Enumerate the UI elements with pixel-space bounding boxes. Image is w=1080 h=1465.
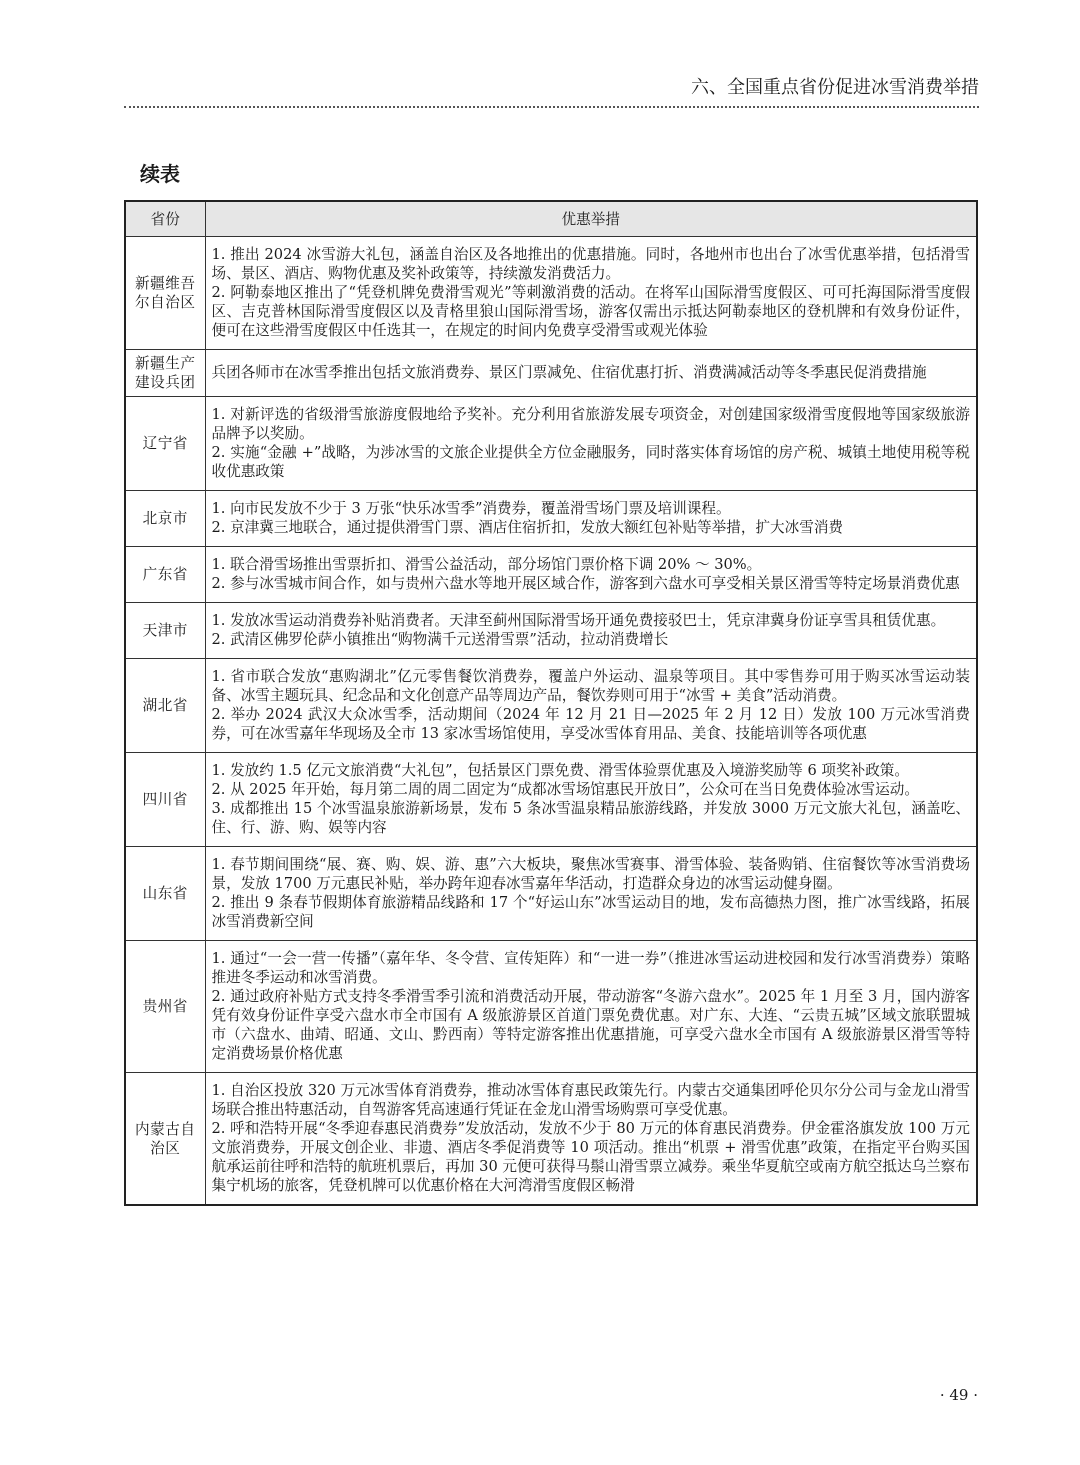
measure-item: 2. 从 2025 年开始，每月第二周的周二固定为“成都冰雪场馆惠民开放日”，公众可在当日免费体验冰雪运动。	[211, 781, 919, 798]
province-cell: 辽宁省	[125, 397, 205, 491]
table-row	[125, 547, 977, 603]
table-row	[125, 603, 977, 659]
province-cell: 天津市	[125, 603, 205, 659]
measures-cell	[205, 237, 977, 350]
province-cell: 山东省	[125, 847, 205, 941]
page-number: · 49 ·	[939, 1386, 978, 1404]
measures-cell	[205, 491, 977, 547]
province-cell: 北京市	[125, 491, 205, 547]
table-row	[125, 397, 977, 491]
measures-cell	[205, 547, 977, 603]
measures-table	[124, 200, 978, 1206]
measure-item: 兵团各师市在冰雪季推出包括文旅消费券、景区门票减免、住宿优惠打折、消费满减活动等冬季惠民促消费措施	[211, 364, 927, 381]
measures-cell	[205, 603, 977, 659]
measure-item: 2. 呼和浩特开展“冬季迎春惠民消费券”发放活动，发放不少于 80 万元的体育惠民消费券。伊金霍洛旗发放 100 万元文旅消费券，开展文创企业、非遗、酒店冬季促消费等 10 项活动。推出“机票 + 滑雪优惠”政策，在指定平台购买国航承运前往呼和浩特的航班机票后，再加 30 元便可获得马鬃山滑雪票立减券。乘坐华夏航空或南方航空抵达乌兰察布集宁机场的旅客，凭登机牌可以优惠价格在大河湾滑雪度假区畅滑	[211, 1120, 970, 1194]
measures-cell	[205, 397, 977, 491]
measure-item: 2. 京津冀三地联合，通过提供滑雪门票、酒店住宿折扣，发放大额红包补贴等举措，扩大冰雪消费	[211, 519, 844, 536]
column-header-measures: 优惠举措	[205, 201, 977, 237]
measure-item: 1. 省市联合发放“惠购湖北”亿元零售餐饮消费券，覆盖户外运动、温泉等项目。其中零售券可用于购买冰雪运动装备、冰雪主题玩具、纪念品和文化创意产品等周边产品，餐饮券则可用于“冰雪 + 美食”活动消费。	[211, 668, 970, 704]
measure-item: 2. 阿勒泰地区推出了“凭登机牌免费滑雪观光”等刺激消费的活动。在将军山国际滑雪度假区、可可托海国际滑雪度假区、吉克普林国际滑雪度假区以及青格里狼山国际滑雪场，游客仅需出示抵达阿勒泰地区的登机牌和有效身份证件，便可在这些滑雪度假区中任选其一，在规定的时间内免费享受滑雪或观光体验	[211, 284, 970, 339]
province-cell: 新疆维吾尔自治区	[125, 237, 205, 350]
table-body	[125, 237, 977, 1206]
measures-cell	[205, 1073, 977, 1206]
province-cell: 广东省	[125, 547, 205, 603]
measure-item: 1. 向市民发放不少于 3 万张“快乐冰雪季”消费券，覆盖滑雪场门票及培训课程。	[211, 500, 731, 517]
table-row	[125, 1073, 977, 1206]
table-row	[125, 350, 977, 397]
measure-item: 1. 春节期间围绕“展、赛、购、娱、游、惠”六大板块，聚焦冰雪赛事、滑雪体验、装备购销、住宿餐饮等冰雪消费场景，发放 1700 万元惠民补贴，举办跨年迎春冰雪嘉年华活动，打造群众身边的冰雪运动健身圈。	[211, 856, 970, 892]
measure-item: 1. 发放冰雪运动消费券补贴消费者。天津至蓟州国际滑雪场开通免费接驳巴士，凭京津冀身份证享雪具租赁优惠。	[211, 612, 946, 629]
measure-item: 2. 通过政府补贴方式支持冬季滑雪季引流和消费活动开展，带动游客“冬游六盘水”。2025 年 1 月至 3 月，国内游客凭有效身份证件享受六盘水市全市国有 A 级旅游景区首道门票免费优惠。对广东、大连、“云贵五城”区域文旅联盟城市（六盘水、曲靖、昭通、文山、黔西南）等特定游客推出优惠措施，可享受六盘水全市国有 A 级旅游景区滑雪等特定消费场景价格优惠	[211, 988, 970, 1062]
province-cell: 贵州省	[125, 941, 205, 1073]
table-row	[125, 491, 977, 547]
measure-item: 2. 举办 2024 武汉大众冰雪季，活动期间（2024 年 12 月 21 日—2025 年 2 月 12 日）发放 100 万元冰雪消费券，可在冰雪嘉年华现场及全市 13 家冰雪场馆使用，享受冰雪体育用品、美食、技能培训等各项优惠	[211, 706, 970, 742]
province-cell: 四川省	[125, 753, 205, 847]
measures-cell	[205, 753, 977, 847]
table-row	[125, 847, 977, 941]
measure-item: 1. 推出 2024 冰雪游大礼包，涵盖自治区及各地推出的优惠措施。同时，各地州市也出台了冰雪优惠举措，包括滑雪场、景区、酒店、购物优惠及奖补政策等，持续激发消费活力。	[211, 246, 970, 282]
measure-item: 1. 对新评选的省级滑雪旅游度假地给予奖补。充分利用省旅游发展专项资金，对创建国家级滑雪度假地等国家级旅游品牌予以奖励。	[211, 406, 970, 442]
measures-cell	[205, 847, 977, 941]
province-cell: 新疆生产建设兵团	[125, 350, 205, 397]
table-header-row	[125, 201, 977, 237]
measure-item: 1. 自治区投放 320 万元冰雪体育消费券，推动冰雪体育惠民政策先行。内蒙古交通集团呼伦贝尔分公司与金龙山滑雪场联合推出特惠活动，自驾游客凭高速通行凭证在金龙山滑雪场购票可享受优惠。	[211, 1082, 970, 1118]
measures-cell	[205, 350, 977, 397]
header-rule	[124, 106, 979, 108]
section-title: 续表	[140, 162, 180, 186]
measure-item: 2. 推出 9 条春节假期体育旅游精品线路和 17 个“好运山东”冰雪运动目的地，发布高德热力图，推广冰雪线路，拓展冰雪消费新空间	[211, 894, 970, 930]
measure-item: 1. 通过“一会一营一传播”（嘉年华、冬令营、宣传矩阵）和“一进一券”（推进冰雪运动进校园和发行冰雪消费券）策略推进冬季运动和冰雪消费。	[211, 950, 970, 986]
province-cell: 内蒙古自治区	[125, 1073, 205, 1206]
running-header: 六、全国重点省份促进冰雪消费举措	[691, 77, 979, 98]
column-header-province: 省份	[125, 201, 205, 237]
table-row	[125, 237, 977, 350]
province-cell: 湖北省	[125, 659, 205, 753]
table-row	[125, 659, 977, 753]
measure-item: 2. 实施“金融 +”战略，为涉冰雪的文旅企业提供全方位金融服务，同时落实体育场馆的房产税、城镇土地使用税等税收优惠政策	[211, 444, 970, 480]
measure-item: 2. 武清区佛罗伦萨小镇推出“购物满千元送滑雪票”活动，拉动消费增长	[211, 631, 669, 648]
table-row	[125, 753, 977, 847]
measure-item: 3. 成都推出 15 个冰雪温泉旅游新场景，发布 5 条冰雪温泉精品旅游线路，并发放 3000 万元文旅大礼包，涵盖吃、住、行、游、购、娱等内容	[211, 800, 970, 836]
measures-cell	[205, 659, 977, 753]
measure-item: 1. 联合滑雪场推出雪票折扣、滑雪公益活动，部分场馆门票价格下调 20% ～ 30%。	[211, 556, 762, 573]
table-row	[125, 941, 977, 1073]
measure-item: 1. 发放约 1.5 亿元文旅消费“大礼包”，包括景区门票免费、滑雪体验票优惠及入境游奖励等 6 项奖补政策。	[211, 762, 909, 779]
measure-item: 2. 参与冰雪城市间合作，如与贵州六盘水等地开展区域合作，游客到六盘水可享受相关景区滑雪等特定场景消费优惠	[211, 575, 960, 592]
measures-cell	[205, 941, 977, 1073]
